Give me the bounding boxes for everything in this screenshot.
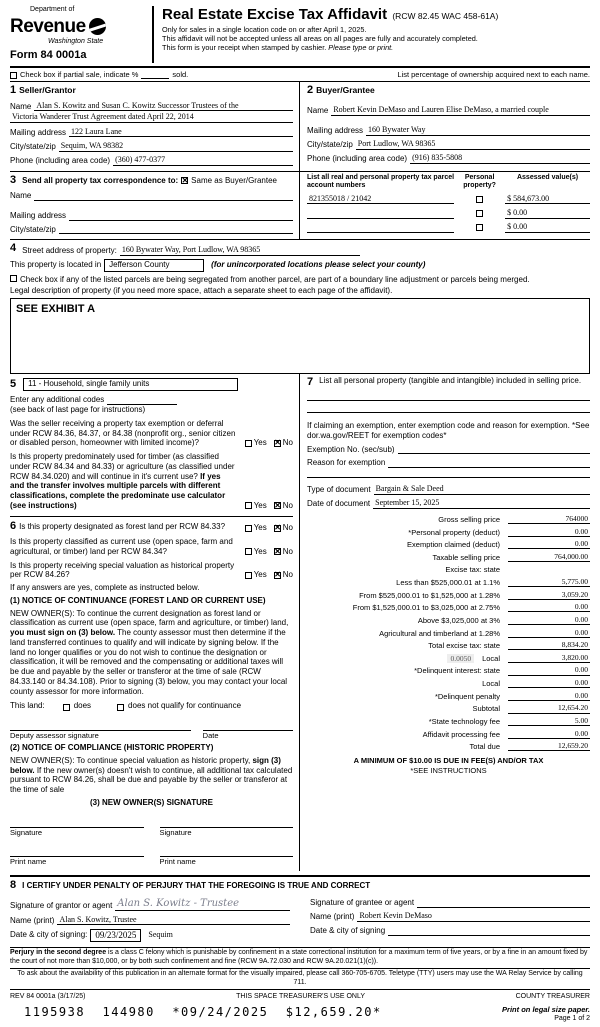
reason-exemption-input[interactable] <box>388 458 590 468</box>
if-yes-note: If any answers are yes, complete as instructed below. <box>10 583 200 593</box>
new-owner-signature-line-2[interactable] <box>160 820 294 828</box>
s6-q2-yes-checkbox[interactable] <box>245 548 252 555</box>
parcel-numbers-header: List all real and personal property tax parcel account numbers <box>307 173 455 189</box>
header-note-1: Only for sales in a single location code on or after April 1, 2025. <box>162 25 367 35</box>
located-in-label: This property is located in <box>10 260 102 270</box>
tax-row <box>307 564 590 574</box>
stamp-row <box>10 1005 590 1023</box>
local-rate-value: 0.0050 <box>447 654 474 663</box>
seller-name-input-line2[interactable]: Victoria Wanderer Trust Agreement dated April 22, 2014 <box>10 112 293 123</box>
does-label: does <box>73 701 92 711</box>
deputy-date-line[interactable] <box>203 723 293 731</box>
buyer-city-input[interactable]: Port Ludlow, WA 98365 <box>356 139 590 150</box>
tax-row <box>307 640 590 650</box>
tax-row-label: Taxable selling price <box>432 552 500 562</box>
tax-row <box>307 615 590 625</box>
parties-row <box>10 81 590 171</box>
tax-row-value[interactable]: 5.00 <box>508 716 590 726</box>
seller-name-label: Name <box>10 101 32 111</box>
correspondence-name-label: Name <box>10 191 32 201</box>
reason-exemption-input-2[interactable] <box>307 468 590 478</box>
tax-row-label: Total excise tax: state <box>428 641 500 651</box>
seller-name-input[interactable]: Alan S. Kowitz and Susan C. Kowitz Successor Trustees of the <box>34 101 293 112</box>
tax-row-value[interactable]: 0.00 <box>508 602 590 612</box>
tax-row <box>307 590 590 600</box>
tax-row <box>307 703 590 713</box>
seller-city-label: City/state/zip <box>10 141 56 151</box>
agency-block <box>10 6 152 63</box>
county-note: (for unincorporated locations please select your county) <box>211 260 426 270</box>
land-does-not-qualify-checkbox[interactable] <box>117 704 124 711</box>
tax-row-label: Gross selling price <box>438 514 500 524</box>
exemption-deferral-question: Was the seller receiving a property tax exemption or deferral under RCW 84.36, 84.37, or 84.38 (nonprofit org., senior citizen or disabled person, homeowner with limited income)? <box>10 418 236 448</box>
grantee-signature-input[interactable] <box>417 898 590 908</box>
tax-row-value[interactable]: 764,000.00 <box>508 552 590 562</box>
buyer-section <box>300 82 590 171</box>
buyer-name-input[interactable]: Robert Kevin DeMaso and Lauren Elise DeMaso, a married couple <box>331 105 590 116</box>
tax-row-value <box>508 564 590 574</box>
buyer-name-label: Name <box>307 106 329 116</box>
tax-row-value[interactable]: 3,059.20 <box>508 590 590 600</box>
buyer-phone-input[interactable]: (916) 835-5808 <box>410 153 590 164</box>
s5-q2-yes-checkbox[interactable] <box>245 502 252 509</box>
see-instructions-note: *SEE INSTRUCTIONS <box>410 765 487 775</box>
print-name-label: Print name <box>10 856 47 866</box>
tax-row-value[interactable]: 0.00 <box>508 729 590 739</box>
partial-sale-percent-input[interactable] <box>141 71 169 79</box>
section-7 <box>300 374 590 871</box>
tax-row-label: From $1,525,000.01 to $3,025,000 at 2.75% <box>352 603 500 613</box>
buyer-mailing-input[interactable]: 160 Bywater Way <box>366 125 590 136</box>
tax-row-value[interactable]: 0.00 <box>508 628 590 638</box>
section-4-number: 4 <box>10 242 17 255</box>
s6-q1-no-checkbox[interactable] <box>274 525 281 532</box>
land-use-column <box>10 374 300 871</box>
s6-q3-yes-checkbox[interactable] <box>245 572 252 579</box>
land-use-code-select[interactable]: 11 - Household, single family units <box>23 378 238 391</box>
seller-phone-input[interactable]: (360) 477-0377 <box>113 155 293 166</box>
section-7-number: 7 <box>307 376 314 388</box>
ownership-percentage-note: List percentage of ownership acquired next to each name. <box>397 69 590 79</box>
yes-label: Yes <box>253 523 267 533</box>
correspondence-city-label: City/state/zip <box>10 224 56 234</box>
no-label: No <box>282 546 293 556</box>
grantee-date-city-input[interactable] <box>388 926 590 936</box>
form-title: Real Estate Excise Tax Affidavit <box>162 6 388 23</box>
partial-sale-bar <box>10 66 590 81</box>
type-of-document-label: Type of document <box>307 484 371 494</box>
tax-row <box>307 678 590 688</box>
tax-row <box>307 514 590 524</box>
grantee-signature-label: Signature of grantee or agent <box>310 898 415 908</box>
new-owner-print-name-line-2[interactable] <box>160 849 294 857</box>
personal-property-checkbox[interactable] <box>476 210 483 217</box>
s6-q1-yes-checkbox[interactable] <box>245 525 252 532</box>
yes-label: Yes <box>253 500 267 510</box>
no-label: No <box>282 500 293 510</box>
correspondence-row <box>10 171 590 239</box>
notice-compliance-body: NEW OWNER(S): To continue special valuation as historic property, sign (3) below. If the new owner(s) doesn't wish to continue, all additional tax calculated pursuant to RCW 84.26, shall be due and payable by the seller or transferor at the time of sale <box>10 755 293 795</box>
personal-property-header: Personal property? <box>463 173 496 189</box>
correspondence-mailing-label: Mailing address <box>10 211 67 221</box>
correspondence-name-input[interactable] <box>34 191 293 201</box>
tax-row-label: *Personal property (deduct) <box>408 527 500 537</box>
tax-row-value[interactable]: 0.00 <box>508 678 590 688</box>
parcel-number-input[interactable]: 821355018 / 21042 <box>307 194 454 205</box>
tax-row <box>307 602 590 612</box>
correspondence-city-input[interactable] <box>59 224 293 234</box>
tax-row-value[interactable]: 0.00 <box>508 615 590 625</box>
tax-row-label: Local <box>482 653 500 663</box>
tax-row <box>307 729 590 739</box>
tax-row-label: *Delinquent penalty <box>434 691 500 701</box>
tax-row-label: *Delinquent interest: state <box>414 666 500 676</box>
no-label: No <box>282 523 293 533</box>
parcel-row <box>307 194 590 205</box>
parcel-rows <box>307 194 590 233</box>
grantee-print-name-input[interactable]: Robert Kevin DeMaso <box>357 911 590 922</box>
segregated-label: Check box if any of the listed parcels are being segregated from another parcel, are part of a boundary line adjustment or parcels being merged. <box>20 274 530 284</box>
print-name-label: Print name <box>159 856 196 866</box>
tax-row-value[interactable]: 0.00 <box>508 665 590 675</box>
revenue-wordmark: Revenue <box>10 15 86 37</box>
grantor-date-city-label: Date & city of signing: <box>10 930 88 940</box>
new-owner-signature-line-1[interactable] <box>10 820 144 828</box>
current-use-question: Is this property classified as current use (open space, farm and agricultural, or timber) land per RCW 84.34? <box>10 537 233 556</box>
partial-sale-checkbox[interactable] <box>10 72 17 79</box>
no-label: No <box>282 570 293 580</box>
legal-description-value: SEE EXHIBIT A <box>16 303 96 315</box>
page-number: Page 1 of 2 <box>554 1014 590 1022</box>
signature-label: Signature <box>10 827 43 837</box>
tax-row-label: Less than $525,000.01 at 1.1% <box>396 577 500 587</box>
grantor-signature-label: Signature of grantor or agent <box>10 901 113 911</box>
certify-statement: I CERTIFY UNDER PENALTY OF PERJURY THAT THE FOREGOING IS TRUE AND CORRECT <box>22 880 371 890</box>
grantor-city-input[interactable]: Sequim <box>148 930 173 940</box>
personal-property-intro: List all personal property (tangible and intangible) included in selling price. <box>319 376 582 385</box>
s5-q1-yes-checkbox[interactable] <box>245 440 252 447</box>
parcel-row <box>307 208 590 219</box>
header-note-3: This form is your receipt when stamped by cashier. Please type or print. <box>162 43 394 53</box>
rcw-reference: (RCW 82.45 WAC 458-61A) <box>392 11 499 21</box>
buyer-phone-label: Phone (including area code) <box>307 154 408 164</box>
county-select[interactable]: Jefferson County <box>104 259 204 272</box>
notice-continuance-body: NEW OWNER(S): To continue the current designation as forest land or classification as current use (open space, farm and agriculture, or timber) land, you must sign on (3) below. The county assessor must then determine if the land transferred continues to qualify and will indicate by signing below. If the land no longer qualifies or you do not wish to continue the designation or classification, it will be removed and the compensating or additional taxes will be due and payable by the seller or transferor at the time of sale (RCW 84.33.140 or 84.34.108). Prior to signing (3) below, you may contact your local county assessor for more information. <box>10 608 289 696</box>
does-not-label: does not qualify for continuance <box>128 701 242 711</box>
yes-label: Yes <box>253 546 267 556</box>
tax-row-label: *State technology fee <box>428 717 500 727</box>
tax-row-label: Excise tax: state <box>445 565 500 575</box>
header-note-2: This affidavit will not be accepted unless all areas on all pages are fully and accurately completed. <box>162 34 478 44</box>
tax-row <box>307 577 590 587</box>
tax-row <box>307 628 590 638</box>
assessed-value-input[interactable]: $ 0.00 <box>505 222 590 233</box>
tax-row-label: From $525,000.01 to $1,525,000 at 1.28% <box>359 590 500 600</box>
section-5 <box>10 378 293 511</box>
use-and-tax-row <box>10 374 590 871</box>
parcel-number-input[interactable] <box>307 209 454 219</box>
parcels-table <box>300 172 590 239</box>
same-as-buyer-checkbox[interactable] <box>181 177 188 184</box>
grantor-date-input[interactable]: 09/23/2025 <box>90 929 141 942</box>
section-8-number: 8 <box>10 878 17 891</box>
tax-row-value[interactable]: 12,659.20 <box>508 741 590 751</box>
correspondence-section <box>10 172 300 239</box>
additional-codes-input[interactable] <box>107 397 177 405</box>
seller-phone-label: Phone (including area code) <box>10 156 111 166</box>
deputy-assessor-signature-line[interactable] <box>10 723 191 731</box>
tax-row-label: Affidavit processing fee <box>422 729 500 739</box>
new-owners-signature-title: (3) NEW OWNER(S) SIGNATURE <box>90 797 213 807</box>
land-does-qualify-checkbox[interactable] <box>63 704 70 711</box>
assessed-value-input[interactable]: $ 0.00 <box>505 208 590 219</box>
segregated-checkbox[interactable] <box>10 275 17 282</box>
tax-row-value[interactable]: 8,834.20 <box>508 640 590 650</box>
grantor-signature-block <box>10 894 300 941</box>
date-of-document-label: Date of document <box>307 499 371 509</box>
perjury-notice: Perjury in the second degree is a class C felony which is punishable by confinement in a state correctional institution for a maximum term of five years, or by a fine in an amount fixed by the court of not more than $10,000, or by both such confinement and fine (RCW 9A.72.030 and RCW 9A.20.021(1)(c)). <box>10 947 590 969</box>
form-header <box>10 6 590 66</box>
section-5-number: 5 <box>10 378 17 390</box>
property-section <box>10 239 590 374</box>
grantor-print-name-input[interactable]: Alan S. Kowitz, Trustee <box>57 915 290 926</box>
exemption-no-input[interactable] <box>398 444 590 454</box>
tax-rows <box>307 514 590 752</box>
treasurer-stamp: 1195938 144980 *09/24/2025 $12,659.20* <box>24 1005 382 1020</box>
revenue-logo-icon <box>89 18 106 35</box>
section-3-number: 3 <box>10 173 17 186</box>
tax-row <box>307 527 590 537</box>
form-number: Form 84 0001a <box>10 49 87 62</box>
tax-row-value[interactable]: 3,820.00 <box>508 653 590 663</box>
signature-label: Signature <box>159 827 192 837</box>
yes-label: Yes <box>253 570 267 580</box>
partial-sale-sold-label: sold. <box>172 69 189 79</box>
tax-row-value[interactable]: 0.00 <box>508 527 590 537</box>
section-2-number: 2 <box>307 83 314 96</box>
tax-row-label: Subtotal <box>472 704 500 714</box>
parcel-row <box>307 222 590 233</box>
tax-row-value[interactable]: 12,654.20 <box>508 703 590 713</box>
tax-row <box>307 741 590 751</box>
legal-paper-note: Print on legal size paper. <box>502 1005 590 1015</box>
yes-label: Yes <box>253 438 267 448</box>
department-of-label: Department of <box>30 6 75 13</box>
legal-description-label: Legal description of property (if you need more space, attach a separate sheet to each page of the affidavit). <box>10 286 393 296</box>
partial-sale-label: Check box if partial sale, indicate % <box>20 69 139 79</box>
seller-mailing-input[interactable]: 122 Laura Lane <box>69 127 293 138</box>
rev-number: REV 84 0001a (3/17/25) <box>10 992 86 1000</box>
street-address-input[interactable]: 160 Bywater Way, Port Ludlow, WA 98365 <box>120 245 360 256</box>
notice-continuance-title: (1) NOTICE OF CONTINUANCE (FOREST LAND OR CURRENT USE) <box>10 595 266 605</box>
section-6 <box>10 516 293 866</box>
minimum-due-note: A MINIMUM OF $10.00 IS DUE IN FEE(S) AND/OR TAX <box>353 756 544 766</box>
tax-row-value[interactable]: 0.00 <box>508 691 590 701</box>
personal-property-checkbox[interactable] <box>476 224 483 231</box>
tax-row-label: Agricultural and timberland at 1.28% <box>379 628 500 638</box>
seller-section-title: Seller/Grantor <box>19 84 76 95</box>
tax-row <box>307 552 590 562</box>
tax-row-label: Local <box>482 679 500 689</box>
tax-row <box>307 716 590 726</box>
additional-codes-label: Enter any additional codes <box>10 395 105 405</box>
grantee-signature-block <box>300 894 590 941</box>
county-treasurer-label: COUNTY TREASURER <box>515 992 590 1000</box>
see-back-note: (see back of last page for instructions) <box>10 405 146 415</box>
tax-row-label: Total due <box>469 742 500 752</box>
same-as-buyer-label: Same as Buyer/Grantee <box>191 175 277 185</box>
date-of-document-input[interactable]: September 15, 2025 <box>373 498 590 509</box>
this-land-label: This land: <box>10 701 45 711</box>
buyer-city-label: City/state/zip <box>307 140 353 150</box>
grantor-print-name-label: Name (print) <box>10 915 55 925</box>
tax-row <box>307 665 590 675</box>
assessed-value-input[interactable]: $ 584,673.00 <box>505 194 590 205</box>
assessed-values-header: Assessed value(s) <box>516 173 579 181</box>
grantor-signature-input[interactable] <box>115 898 290 911</box>
buyer-section-title: Buyer/Grantee <box>316 84 375 95</box>
title-block <box>152 6 590 63</box>
notice-compliance-title: (2) NOTICE OF COMPLIANCE (HISTORIC PROPERTY) <box>10 743 214 753</box>
no-label: No <box>282 438 293 448</box>
treasurer-space-label: THIS SPACE TREASURER'S USE ONLY <box>236 992 365 1000</box>
s5-q2-no-checkbox[interactable] <box>274 502 281 509</box>
personal-property-input-1[interactable] <box>307 389 590 401</box>
buyer-mailing-label: Mailing address <box>307 125 364 135</box>
footer-meta-row <box>10 990 590 1003</box>
deputy-signature-label: Deputy assessor signature <box>10 731 99 741</box>
tax-row-value[interactable]: 764000 <box>508 514 590 524</box>
forest-land-question: 6 Is this property designated as forest land per RCW 84.33? <box>10 519 226 532</box>
seller-city-input[interactable]: Sequim, WA 98382 <box>59 141 293 152</box>
tax-row-value[interactable]: 5,775.00 <box>508 577 590 587</box>
grantee-date-city-label: Date & city of signing <box>310 925 386 935</box>
timber-agriculture-question: Is this property predominately used for timber (as classified under RCW 84.34 and 84.33) or agriculture (as classified under RCW 84.34.020) and will continue in it's current use? If yes and the transfer involves multiple parcels with different classifications, complete the predominate use calculator (see instructions) <box>10 452 235 510</box>
tax-row-label: Exemption claimed (deduct) <box>407 540 500 550</box>
s6-q3-no-checkbox[interactable] <box>274 572 281 579</box>
seller-mailing-label: Mailing address <box>10 127 67 137</box>
parcel-number-input[interactable] <box>307 223 454 233</box>
personal-property-input-2[interactable] <box>307 401 590 413</box>
tax-row <box>307 653 590 663</box>
exemption-no-label: Exemption No. (sec/sub) <box>307 444 395 454</box>
tax-row-value[interactable]: 0.00 <box>508 539 590 549</box>
street-address-label: Street address of property: <box>22 246 117 255</box>
tax-row-label: Above $3,025,000 at 3% <box>417 615 500 625</box>
grantee-print-name-label: Name (print) <box>310 912 355 922</box>
legal-description-box[interactable] <box>10 298 590 374</box>
exemption-note: If claiming an exemption, enter exemption code and reason for exemption. *See dor.wa.gov/REET for exemption codes* <box>307 421 590 441</box>
historic-property-question: Is this property receiving special valuation as historical property per RCW 84.26? <box>10 560 235 580</box>
tax-row <box>307 539 590 549</box>
tax-row <box>307 691 590 701</box>
reason-exemption-label: Reason for exemption <box>307 458 386 468</box>
section-1-number: 1 <box>10 83 17 96</box>
type-of-document-input[interactable]: Bargain & Sale Deed <box>374 484 590 495</box>
accessibility-notice: To ask about the availability of this publication in an alternate format for the visually impaired, please call 360-705-6705. Teletype (TTY) users may use the WA Relay Service by calling 711. <box>10 969 590 990</box>
grantor-signature-handwriting: Alan S. Kowitz - Trustee <box>117 897 240 909</box>
personal-property-checkbox[interactable] <box>476 196 483 203</box>
seller-section <box>10 82 300 171</box>
washington-state-label: Washington State <box>48 37 104 45</box>
certification-section <box>10 875 590 942</box>
s6-q2-no-checkbox[interactable] <box>274 548 281 555</box>
correspondence-title: Send all property tax correspondence to: <box>22 175 179 185</box>
s5-q1-no-checkbox[interactable] <box>274 440 281 447</box>
new-owner-print-name-line-1[interactable] <box>10 849 144 857</box>
correspondence-mailing-input[interactable] <box>69 211 293 221</box>
deputy-date-label: Date <box>202 731 219 741</box>
